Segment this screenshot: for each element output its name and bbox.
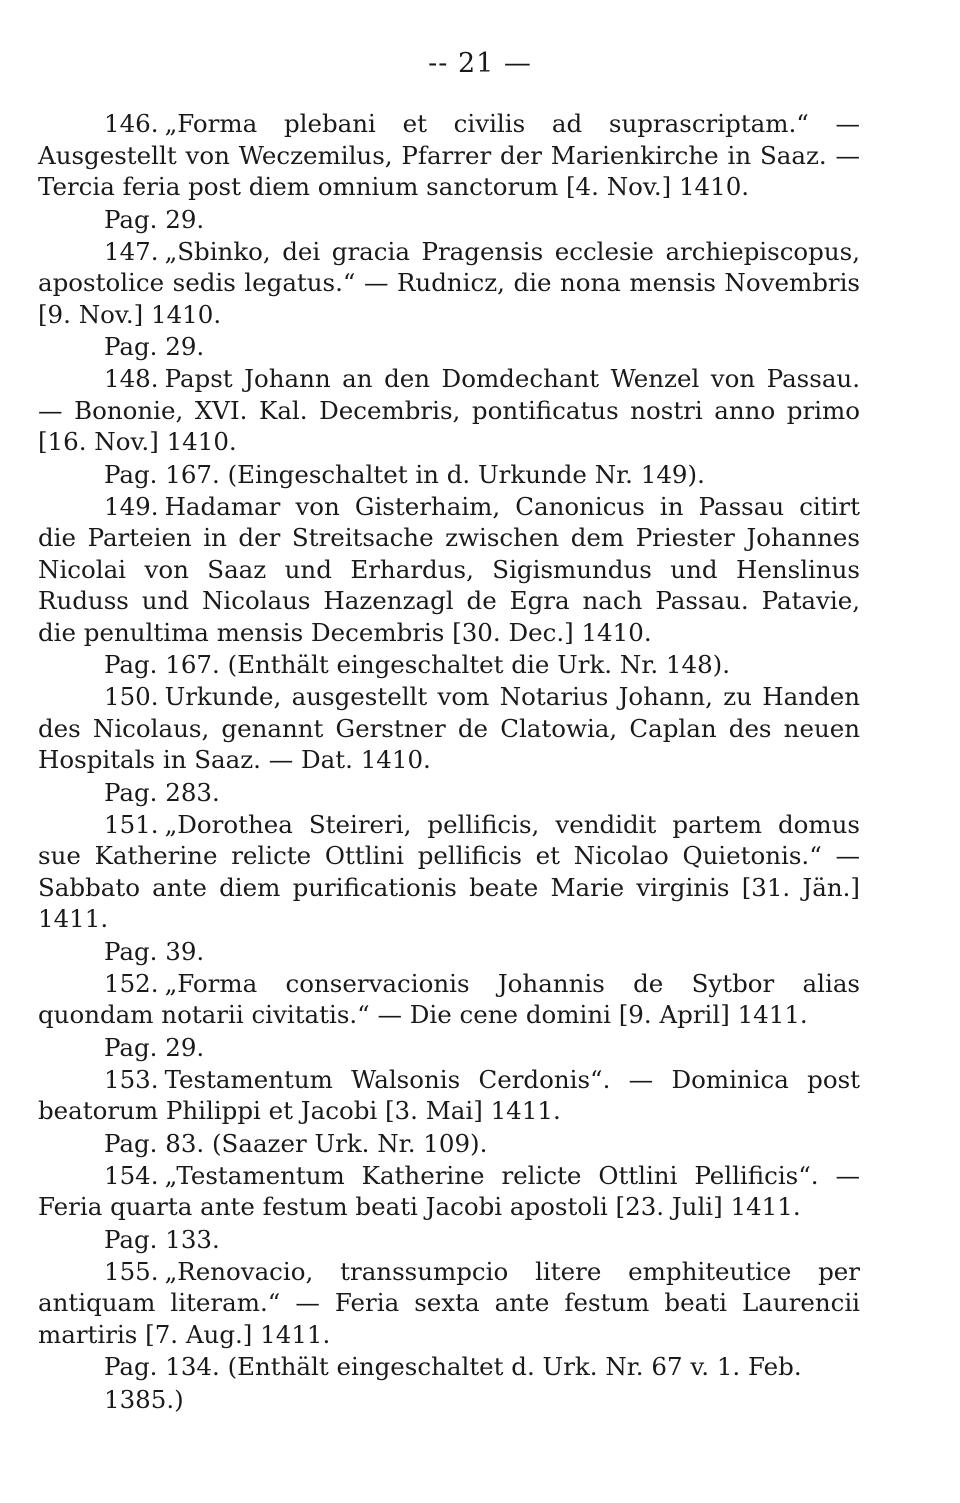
entry-text: „Dorothea Steireri, pellificis, vendidit partem domus sue Katherine relicte Ottlini pellificis et Nicolao Quietonis.“ — Sabbato ante diem purificationis beate Marie virginis [31. Jän.] 1411. [38,809,860,933]
entry-text: „Forma conservacionis Johannis de Sytbor alias quondam notarii civitatis.“ — Die cene domini [9. April] 1411. [38,968,860,1029]
entry-text: Testamentum Walsonis Cerdonis“. — Dominica post beatorum Philippi et Jacobi [3. Mai] 1411. [38,1064,860,1125]
entry-paragraph [38,1064,860,1127]
entry-number: 154. [104,1160,159,1190]
entry-page-reference: Pag. 29. [104,332,205,361]
entry-153 [38,1064,860,1160]
entry-number: 153. [104,1064,159,1094]
entry-paragraph [38,1160,860,1223]
entry-155 [38,1256,860,1417]
entry-146 [38,108,860,236]
entry-text: „Testamentum Katherine relicte Ottlini Pellificis“. — Feria quarta ante festum beati Jacobi apostoli [23. Juli] 1411. [38,1160,860,1221]
entry-154 [38,1160,860,1256]
entry-text: Urkunde, ausgestellt vom Notarius Johann, zu Handen des Nicolaus, genannt Gerstner de Clatowia, Caplan des neuen Hospitals in Saaz. — Dat. 1410. [38,682,860,774]
entry-paragraph [38,363,860,458]
entry-151 [38,809,860,968]
entry-152 [38,968,860,1064]
entry-number: 150. [104,682,159,711]
page-number: -- 21 — [428,48,532,79]
entry-number: 152. [104,968,159,998]
entry-number: 155. [104,1256,159,1286]
entry-paragraph [38,1256,860,1351]
entry-page-reference: Pag. 83. (Saazer Urk. Nr. 109). [104,1128,488,1158]
entry-150 [38,681,860,809]
entry-text: Papst Johann an den Domdechant Wenzel von Passau. — Bononie, XVI. Kal. Decembris, pontificatus nostri anno primo [16. Nov.] 1410. [38,364,860,456]
entry-page-reference: Pag. 134. (Enthält eingeschaltet d. Urk. Nr. 67 v. 1. Feb. 1385.) [104,1352,802,1414]
entry-number: 148. [104,364,159,393]
entry-number: 147. [104,236,159,266]
entry-page-reference: Pag. 39. [104,936,205,966]
entry-paragraph [38,108,860,203]
entry-paragraph [38,681,860,776]
entry-149 [38,491,860,682]
entry-list [38,108,860,1416]
entry-text: „Sbinko, dei gracia Pragensis ecclesie archiepiscopus, apostolice sedis legatus.“ — Rudnicz, die nona mensis Novembris [9. Nov.] 1410. [38,236,860,329]
entry-page-reference: Pag. 29. [104,204,205,234]
entry-paragraph [38,491,860,649]
entry-page-reference: Pag. 167. (Eingeschaltet in d. Urkunde Nr. 149). [104,459,705,489]
entry-number: 146. [104,109,159,138]
entry-147 [38,236,860,364]
entry-number: 149. [104,491,159,521]
entry-page-reference: Pag. 167. (Enthält eingeschaltet die Urk. Nr. 148). [104,650,731,679]
entry-paragraph [38,809,860,935]
entry-number: 151. [104,809,159,839]
entry-page-reference: Pag. 29. [104,1032,205,1062]
entry-page-reference: Pag. 283. [104,777,220,807]
entry-148 [38,363,860,491]
entry-paragraph [38,968,860,1031]
entry-text: „Renovacio, transsumpcio litere emphiteutice per antiquam literam.“ — Feria sexta ante festum beati Laurencii martiris [7. Aug.] 1411. [38,1256,860,1349]
entry-text: „Forma plebani et civilis ad suprascriptam.“ — Ausgestellt von Weczemilus, Pfarrer der Marienkirche in Saaz. — Tercia feria post diem omnium sanctorum [4. Nov.] 1410. [38,109,860,201]
entry-paragraph [38,236,860,331]
entry-text: Hadamar von Gisterhaim, Canonicus in Passau citirt die Parteien in der Streitsache zwischen dem Priester Johannes Nicolai von Saaz und Erhardus, Sigismundus und Henslinus Ruduss und Nicolaus Hazenzagl de Egra nach Passau. Patavie, die penultima mensis Decembris [30. Dec.] 1410. [38,491,860,647]
entry-page-reference: Pag. 133. [104,1224,220,1254]
